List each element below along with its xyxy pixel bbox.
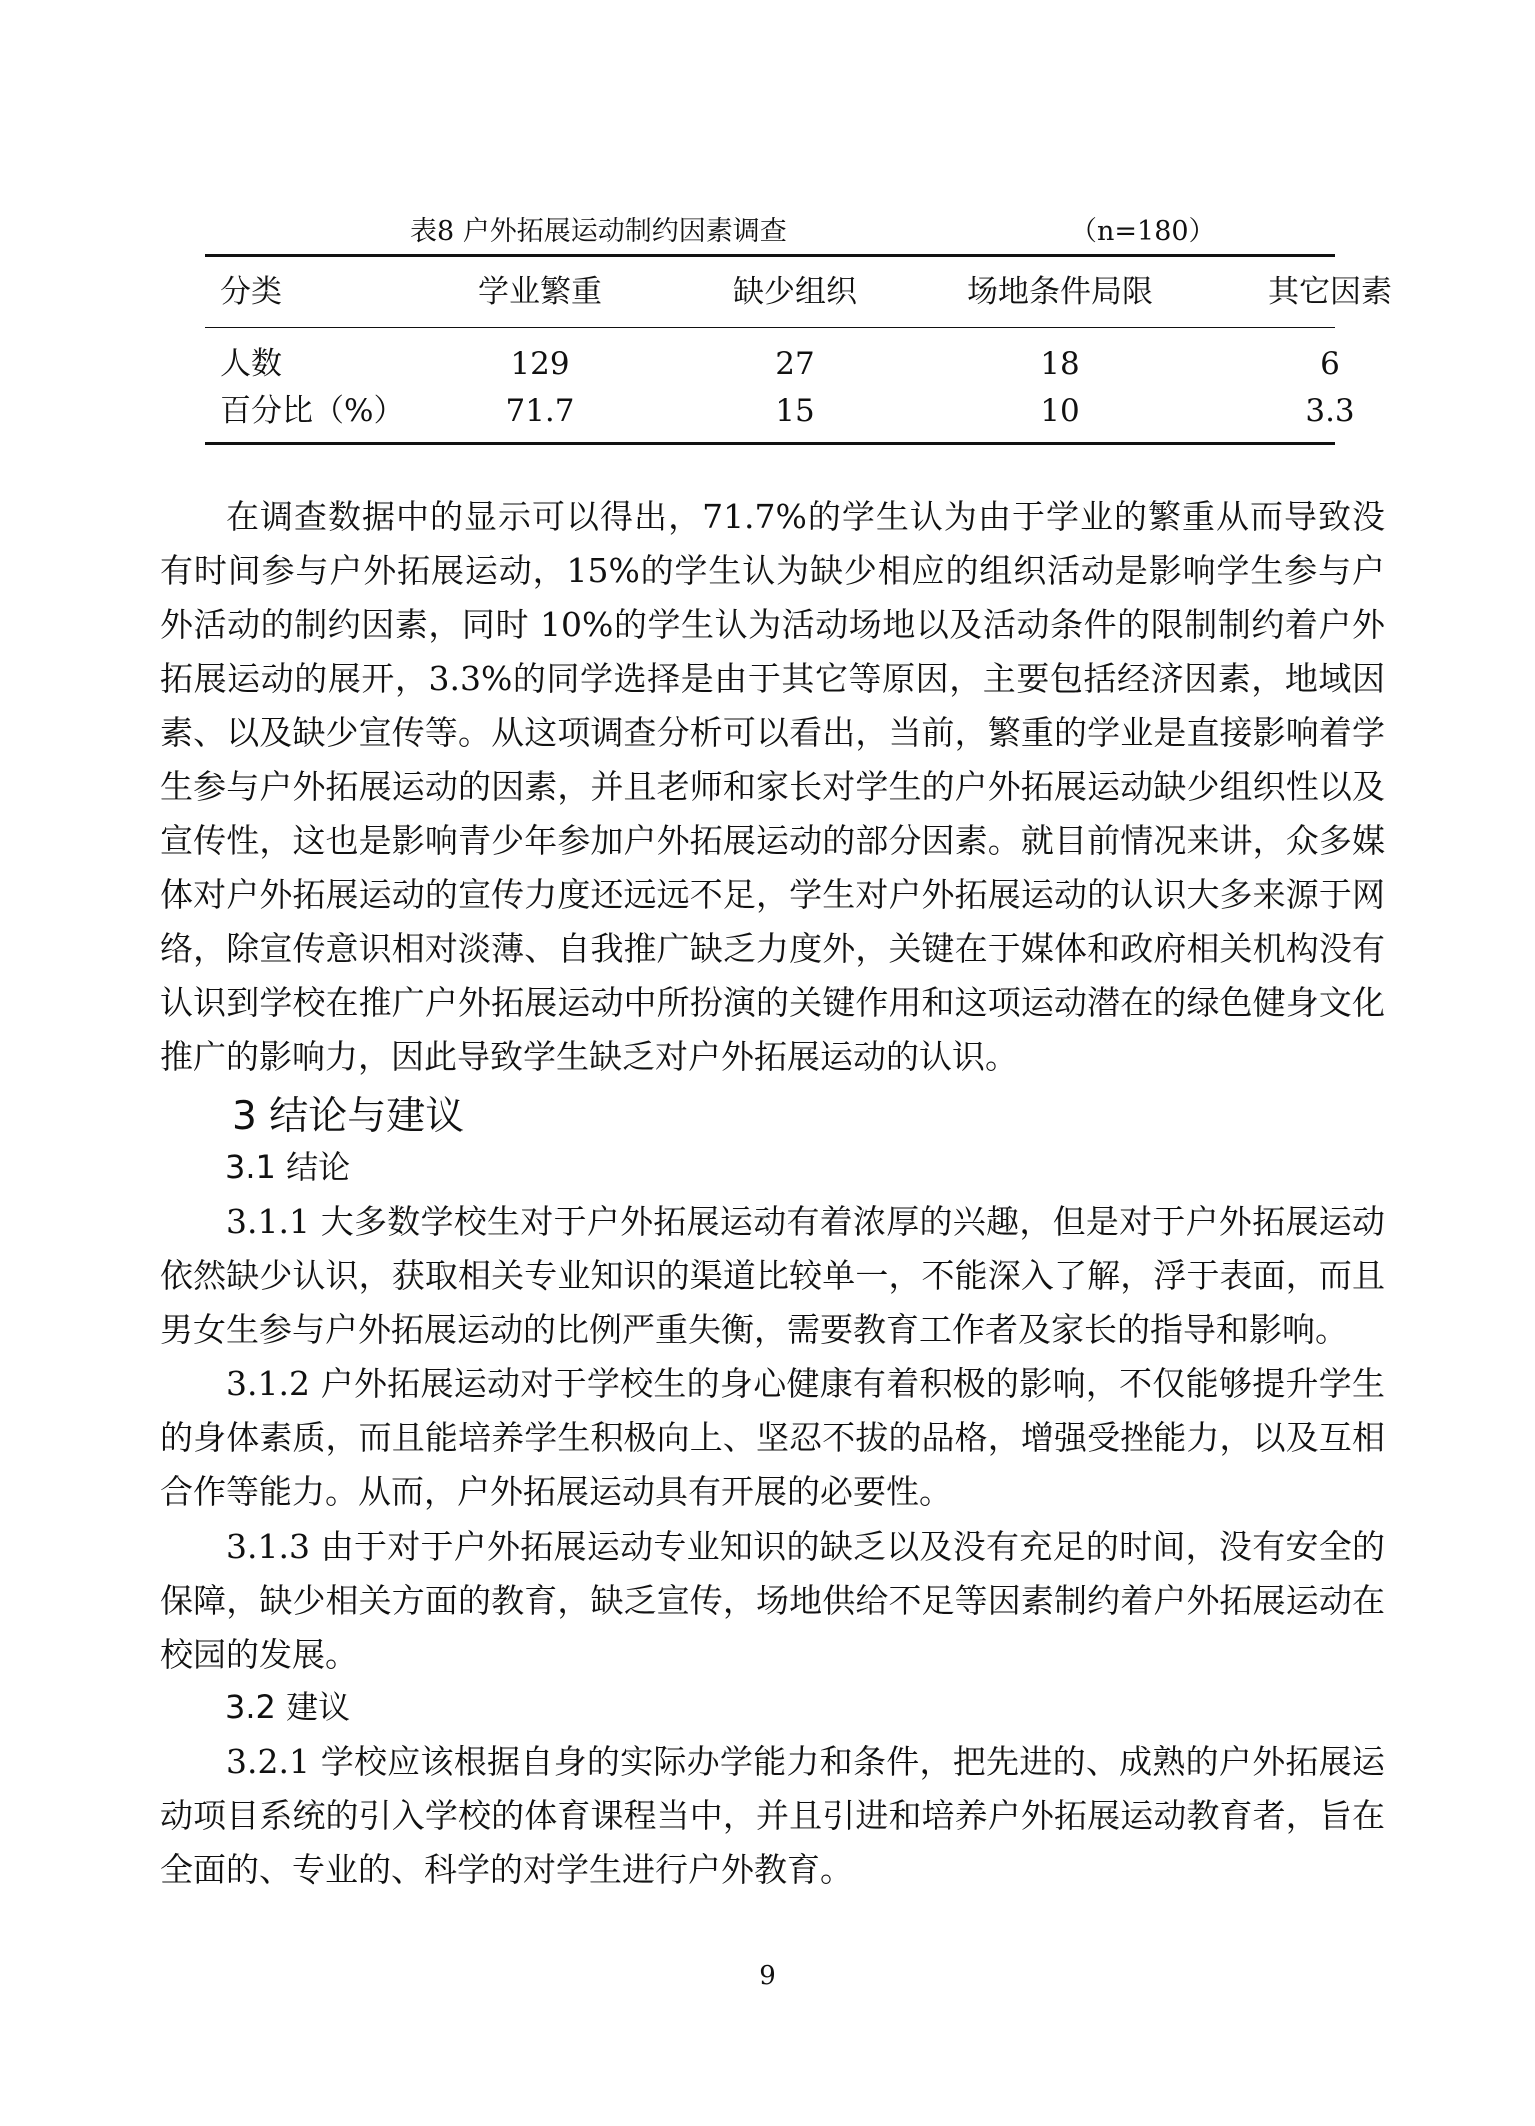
- table-header-cell: 缺少组织: [733, 274, 857, 310]
- table-cell: 15: [775, 393, 815, 429]
- table-row: [205, 328, 1340, 386]
- table-sample-size: （n=180）: [1070, 216, 1216, 247]
- table-cell: 6: [1320, 346, 1340, 382]
- table-caption-title: 表8 户外拓展运动制约因素调查: [410, 216, 787, 247]
- table-cell: 人数: [220, 346, 282, 382]
- table-caption: [205, 212, 1335, 252]
- subsection-heading-suggestions: 3.2 建议: [225, 1688, 351, 1726]
- analysis-paragraph: 在调查数据中的显示可以得出，71.7%的学生认为由于学业的繁重从而导致没有时间参与户外拓展运动，15%的学生认为缺少相应的组织活动是影响学生参与户外活动的制约因素，同时 10%的学生认为活动场地以及活动条件的限制制约着户外拓展运动的展开，3.3%的同学选择是由于其它等原因，主要包括经济因素，地域因素、以及缺少宣传等。从这项调查分析可以看出，当前，繁重的学业是直接影响着学生参与户外拓展运动的因素，并且老师和家长对学生的户外拓展运动缺少组织性以及宣传性，这也是影响青少年参加户外拓展运动的部分因素。就目前情况来讲，众多媒体对户外拓展运动的宣传力度还远远不足，学生对户外拓展运动的认识大多来源于网络，除宣传意识相对淡薄、自我推广缺乏力度外，关键在于媒体和政府相关机构没有认识到学校在推广户外拓展运动中所扮演的关键作用和这项运动潜在的绿色健身文化推广的影响力，因此导致学生缺乏对户外拓展运动的认识。: [160, 497, 1385, 1076]
- table-cell: 10: [1040, 393, 1080, 429]
- conclusion-item: 3.1.1 大多数学校生对于户外拓展运动有着浓厚的兴趣，但是对于户外拓展运动依然缺少认识，获取相关专业知识的渠道比较单一，不能深入了解，浮于表面，而且男女生参与户外拓展运动的比例严重失衡，需要教育工作者及家长的指导和影响。: [160, 1202, 1385, 1349]
- subsection-heading-conclusions: 3.1 结论: [225, 1148, 351, 1186]
- table-header-row: [205, 257, 1392, 328]
- table-row: [205, 386, 1355, 442]
- constraint-factors-table: [205, 254, 1392, 445]
- suggestion-item: 3.2.1 学校应该根据自身的实际办学能力和条件，把先进的、成熟的户外拓展运动项目系统的引入学校的体育课程当中，并且引进和培养户外拓展运动教育者，旨在全面的、专业的、科学的对学生进行户外教育。: [160, 1742, 1385, 1889]
- table-cell: 18: [1040, 346, 1080, 382]
- section-heading-conclusions-suggestions: 3 结论与建议: [232, 1094, 465, 1139]
- table-cell: 71.7: [505, 393, 575, 429]
- table-cell: 27: [775, 346, 815, 382]
- table-cell: 3.3: [1305, 393, 1355, 429]
- table-header-cell: 场地条件局限: [967, 274, 1153, 310]
- conclusion-item: 3.1.2 户外拓展运动对于学校生的身心健康有着积极的影响，不仅能够提升学生的身体素质，而且能培养学生积极向上、坚忍不拔的品格，增强受挫能力，以及互相合作等能力。从而，户外拓展运动具有开展的必要性。: [160, 1364, 1385, 1511]
- table-header-cell: 学业繁重: [478, 274, 602, 310]
- page-number: 9: [759, 1961, 776, 1991]
- table-cell: 129: [510, 346, 570, 382]
- table-header-cell: 其它因素: [1268, 274, 1392, 310]
- conclusion-item: 3.1.3 由于对于户外拓展运动专业知识的缺乏以及没有充足的时间，没有安全的保障，缺少相关方面的教育，缺乏宣传，场地供给不足等因素制约着户外拓展运动在校园的发展。: [160, 1527, 1385, 1674]
- table-cell: 百分比（%）: [220, 393, 405, 429]
- table-header-cell: 分类: [220, 274, 282, 310]
